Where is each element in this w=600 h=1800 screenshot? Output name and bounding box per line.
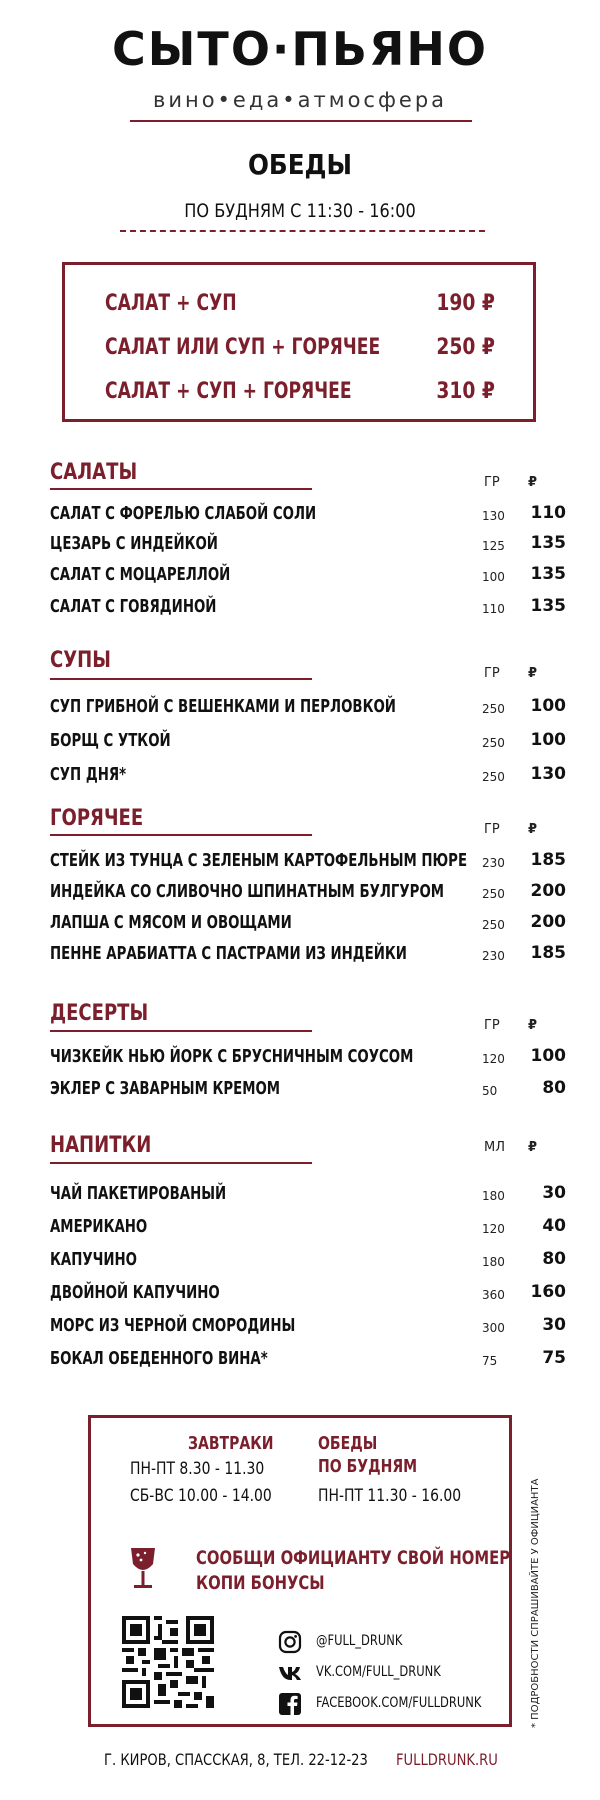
item-weight: 120 xyxy=(482,1222,505,1236)
combo-name: САЛАТ + СУП + ГОРЯЧЕЕ xyxy=(105,379,352,404)
item-price: 200 xyxy=(530,912,566,932)
item-weight: 250 xyxy=(482,770,505,784)
logo: СЫТО·ПЬЯНО xyxy=(112,22,488,76)
breakfast-hours xyxy=(188,1432,298,1455)
item-name: ПЕННЕ АРАБИАТТА С ПАСТРАМИ ИЗ ИНДЕЙКИ xyxy=(50,943,407,964)
currency-header: ₽ xyxy=(528,475,538,490)
item-weight: 250 xyxy=(482,887,505,901)
item-price: 135 xyxy=(530,533,566,553)
item-name: ЛАПША С МЯСОМ И ОВОЩАМИ xyxy=(50,912,292,933)
item-name: ДВОЙНОЙ КАПУЧИНО xyxy=(50,1282,220,1303)
item-weight: 230 xyxy=(482,949,505,963)
facebook-handle: FACEBOOK.COM/FULLDRUNK xyxy=(316,1695,482,1711)
unit-header: ГР xyxy=(484,1018,500,1033)
item-name: СУП ДНЯ* xyxy=(50,764,127,785)
combo-row xyxy=(65,291,533,331)
item-weight: 75 xyxy=(482,1354,498,1368)
item-weight: 120 xyxy=(482,1052,505,1066)
unit-header: МЛ xyxy=(484,1140,505,1155)
section-divider xyxy=(50,1030,312,1032)
currency-header: ₽ xyxy=(528,822,538,837)
address: Г. КИРОВ, СПАССКАЯ, 8, ТЕЛ. 22-12-23 xyxy=(104,1750,368,1769)
wine-glass-icon xyxy=(126,1546,160,1592)
combo-offers-box xyxy=(62,262,536,422)
item-name: БОРЩ С УТКОЙ xyxy=(50,730,171,751)
menu-item xyxy=(50,1348,566,1374)
item-weight: 180 xyxy=(482,1255,505,1269)
item-weight: 360 xyxy=(482,1288,505,1302)
section-title-hot: ГОРЯЧЕЕ xyxy=(50,806,144,831)
item-weight: 180 xyxy=(482,1189,505,1203)
item-price: 130 xyxy=(530,764,566,784)
item-weight: 250 xyxy=(482,736,505,750)
lunch-times xyxy=(318,1483,493,1510)
menu-item xyxy=(50,1183,566,1209)
breakfast-weekdays: ПН-ПТ 8.30 - 11.30 xyxy=(130,1459,265,1479)
item-price: 160 xyxy=(530,1282,566,1302)
unit-header: ГР xyxy=(484,475,500,490)
item-price: 100 xyxy=(530,696,566,716)
combo-row xyxy=(65,379,533,419)
item-price: 135 xyxy=(530,596,566,616)
item-price: 185 xyxy=(530,850,566,870)
bonus-line-2: КОПИ БОНУСЫ xyxy=(196,1572,325,1594)
item-name: АМЕРИКАНО xyxy=(50,1216,148,1237)
lunch-title: ОБЕДЫ xyxy=(247,148,353,181)
dashed-divider xyxy=(120,230,485,232)
item-weight: 125 xyxy=(482,539,505,553)
facebook-icon xyxy=(278,1692,302,1716)
menu-item xyxy=(50,1046,566,1072)
item-weight: 100 xyxy=(482,570,505,584)
lunch-title-2: ПО БУДНЯМ xyxy=(318,1456,418,1477)
item-price: 30 xyxy=(542,1315,566,1335)
item-name: ЦЕЗАРЬ С ИНДЕЙКОЙ xyxy=(50,533,218,554)
menu-item xyxy=(50,564,566,590)
lunch-weekdays: ПН-ПТ 11.30 - 16.00 xyxy=(318,1486,462,1506)
side-note: * ПОДРОБНОСТИ СПРАШИВАЙТЕ У ОФИЦИАНТА xyxy=(530,1478,541,1728)
lunch-hours: ПО БУДНЯМ С 11:30 - 16:00 xyxy=(184,200,416,222)
item-weight: 130 xyxy=(482,509,505,523)
item-name: СУП ГРИБНОЙ С ВЕШЕНКАМИ И ПЕРЛОВКОЙ xyxy=(50,696,396,717)
item-name: САЛАТ С МОЦАРЕЛЛОЙ xyxy=(50,564,231,585)
section-divider xyxy=(50,1162,312,1164)
item-name: ЧАЙ ПАКЕТИРОВАНЫЙ xyxy=(50,1183,227,1204)
item-weight: 50 xyxy=(482,1084,498,1098)
section-title-drinks: НАПИТКИ xyxy=(50,1133,152,1158)
menu-item xyxy=(50,1315,566,1341)
unit-header: ГР xyxy=(484,822,500,837)
menu-item xyxy=(50,1282,566,1308)
instagram-icon xyxy=(278,1630,302,1654)
vk-icon xyxy=(278,1661,302,1685)
item-name: СТЕЙК ИЗ ТУНЦА С ЗЕЛЕНЫМ КАРТОФЕЛЬНЫМ ПЮРЕ xyxy=(50,850,468,871)
item-weight: 250 xyxy=(482,918,505,932)
section-title-soups: СУПЫ xyxy=(50,648,111,673)
item-price: 135 xyxy=(530,564,566,584)
section-divider xyxy=(50,488,312,490)
menu-item xyxy=(50,881,566,907)
section-divider xyxy=(50,834,312,836)
section-title-salads: САЛАТЫ xyxy=(50,460,138,485)
item-price: 30 xyxy=(542,1183,566,1203)
item-price: 100 xyxy=(530,1046,566,1066)
header-divider xyxy=(130,120,472,122)
item-weight: 250 xyxy=(482,702,505,716)
item-weight: 110 xyxy=(482,602,505,616)
item-name: КАПУЧИНО xyxy=(50,1249,137,1270)
combo-price: 310 ₽ xyxy=(436,379,495,404)
menu-item xyxy=(50,1249,566,1275)
qr-code-icon[interactable] xyxy=(122,1616,214,1708)
section-divider xyxy=(50,678,312,680)
breakfast-weekend: СБ-ВС 10.00 - 14.00 xyxy=(130,1486,272,1506)
menu-item xyxy=(50,850,566,876)
item-name: МОРС ИЗ ЧЕРНОЙ СМОРОДИНЫ xyxy=(50,1315,296,1336)
combo-price: 190 ₽ xyxy=(436,291,495,316)
menu-item xyxy=(50,764,566,790)
item-price: 75 xyxy=(542,1348,566,1368)
item-price: 200 xyxy=(530,881,566,901)
section-title-desserts: ДЕСЕРТЫ xyxy=(50,1001,149,1026)
item-name: БОКАЛ ОБЕДЕННОГО ВИНА* xyxy=(50,1348,268,1369)
tagline: вино•еда•атмосфера xyxy=(152,88,448,112)
item-weight: 300 xyxy=(482,1321,505,1335)
item-weight: 230 xyxy=(482,856,505,870)
item-name: ЧИЗКЕЙК НЬЮ ЙОРК С БРУСНИЧНЫМ СОУСОМ xyxy=(50,1046,414,1067)
item-price: 185 xyxy=(530,943,566,963)
combo-row xyxy=(65,335,533,375)
item-price: 80 xyxy=(542,1078,566,1098)
menu-item xyxy=(50,503,566,529)
menu-item xyxy=(50,596,566,622)
instagram-handle: @FULL_DRUNK xyxy=(316,1633,403,1649)
item-price: 80 xyxy=(542,1249,566,1269)
item-price: 110 xyxy=(530,503,566,523)
website-link[interactable]: FULLDRUNK.RU xyxy=(396,1750,498,1769)
unit-header: ГР xyxy=(484,666,500,681)
menu-item xyxy=(50,1078,566,1104)
lunch-title-1: ОБЕДЫ xyxy=(318,1433,378,1454)
menu-item xyxy=(50,730,566,756)
breakfast-title: ЗАВТРАКИ xyxy=(188,1433,274,1454)
menu-item xyxy=(50,1216,566,1242)
item-name: ЭКЛЕР С ЗАВАРНЫМ КРЕМОМ xyxy=(50,1078,281,1099)
menu-item xyxy=(50,696,566,722)
combo-name: САЛАТ + СУП xyxy=(105,291,237,316)
vk-handle: VK.COM/FULL_DRUNK xyxy=(316,1664,441,1680)
currency-header: ₽ xyxy=(528,1140,538,1155)
item-price: 40 xyxy=(542,1216,566,1236)
lunch-hours-block xyxy=(318,1432,445,1478)
menu-item xyxy=(50,943,566,969)
menu-item xyxy=(50,912,566,938)
currency-header: ₽ xyxy=(528,1018,538,1033)
bonus-line-1: СООБЩИ ОФИЦИАНТУ СВОЙ НОМЕР xyxy=(196,1547,511,1569)
combo-name: САЛАТ ИЛИ СУП + ГОРЯЧЕЕ xyxy=(105,335,381,360)
item-name: ИНДЕЙКА СО СЛИВОЧНО ШПИНАТНЫМ БУЛГУРОМ xyxy=(50,881,445,902)
item-name: САЛАТ С ФОРЕЛЬЮ СЛАБОЙ СОЛИ xyxy=(50,503,317,524)
item-price: 100 xyxy=(530,730,566,750)
currency-header: ₽ xyxy=(528,666,538,681)
combo-price: 250 ₽ xyxy=(436,335,495,360)
item-name: САЛАТ С ГОВЯДИНОЙ xyxy=(50,596,217,617)
menu-item xyxy=(50,533,566,559)
breakfast-times xyxy=(130,1456,303,1510)
bonus-text xyxy=(196,1546,510,1596)
